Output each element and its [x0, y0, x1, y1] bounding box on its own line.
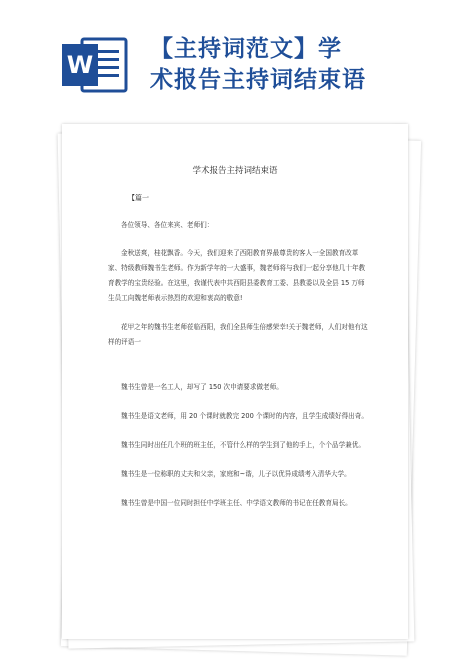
banner-title: [150, 34, 450, 96]
document-preview: [58, 124, 420, 644]
header-banner: [0, 0, 474, 110]
paragraph: 魏书生同时出任几个班的班主任，不管什么样的学生到了他的手上，个个品学兼优。: [121, 441, 365, 449]
banner-title-line-1: 【主持词范文】学: [150, 36, 342, 62]
paragraph: 各位领导、各位来宾、老师们：: [121, 221, 214, 229]
word-logo-letter: W: [66, 51, 94, 79]
paragraph: 魏书生是语文老师，用 20 个课时就教完 200 个课时的内容，且学生成绩好得出奇。: [121, 412, 368, 420]
document-page: [62, 124, 408, 639]
document-title: 学术报告主持词结束语: [192, 166, 278, 176]
word-document-icon: [60, 36, 132, 94]
paragraph: 魏书生曾是一名工人，却写了 150 次申请要求做老师。: [121, 383, 283, 391]
banner-title-line-2: 术报告主持词结束语: [150, 67, 366, 93]
paragraph: 花甲之年的魏书生老师莅临西阳，我们全县师生倍感荣幸!关于魏老师，人们对他有这样的评语一: [108, 323, 368, 346]
paragraph: 魏书生曾是中国一位同时担任中学班主任、中学语文教师的书记在任教育局长。: [121, 499, 352, 507]
paragraph: 魏书生是一位称职的丈夫和父亲，家庭和~谐，儿子以优异成绩考入清华大学。: [121, 470, 351, 478]
paragraph: 金秋送爽，桂花飘香。今天，我们迎来了西阳教育界最尊贵的客人一全国教育改革家、特级教师魏书生老师。作为新学年的一大盛事，魏老师将与我们一起分享他几十年教育教学的宝贵经验。在这里，我谨代表中共西阳县委教育工委、县教委以及全县 15 万师生员工向魏老师表示热烈的欢迎和衷高的敬意!: [108, 249, 366, 302]
section-marker: 【篇一: [128, 194, 149, 202]
